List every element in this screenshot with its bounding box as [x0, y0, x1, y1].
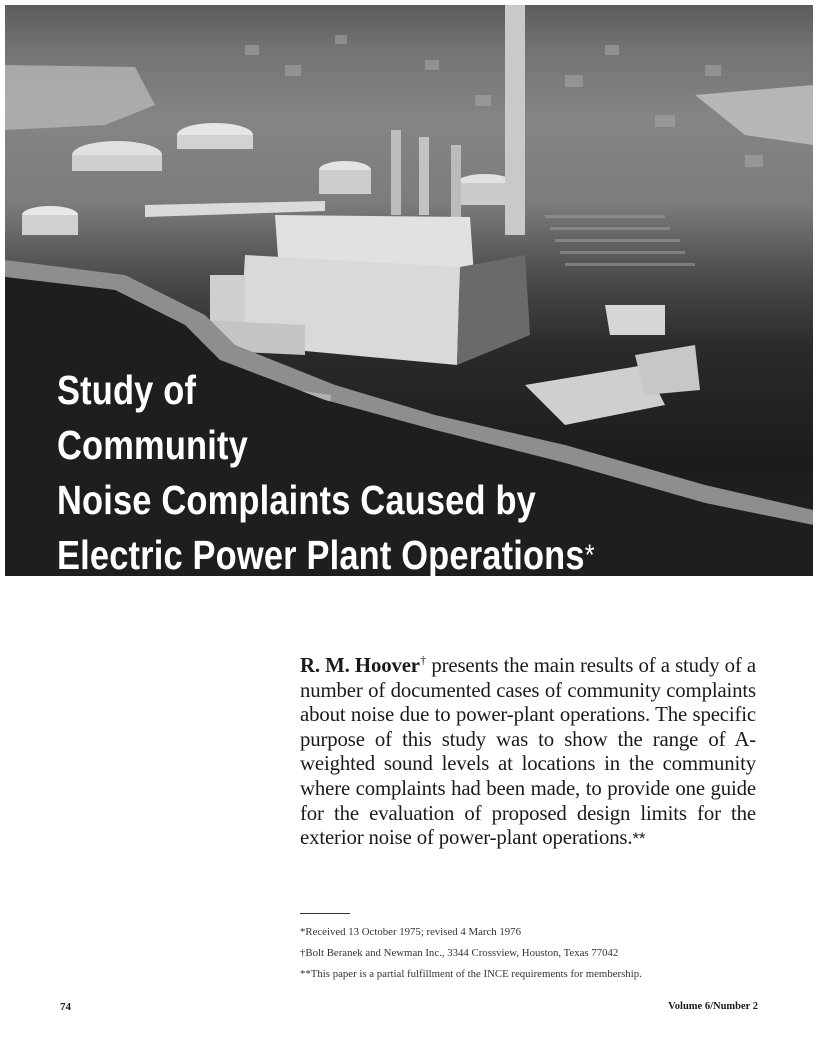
footnote-affiliation: †Bolt Beranek and Newman Inc., 3344 Crossview, Houston, Texas 77042	[300, 947, 619, 959]
abstract	[300, 654, 756, 852]
title-line-3: Noise Complaints Caused by	[57, 477, 536, 523]
article-title	[57, 363, 595, 576]
author-footnote-marker: †	[419, 653, 427, 668]
page-number: 74	[60, 1001, 71, 1013]
title-line-2: Community	[57, 422, 248, 468]
footnote-membership: **This paper is a partial fulfillment of the INCE requirements for membership.	[300, 968, 642, 980]
title-line-1: Study of	[57, 367, 197, 413]
abstract-footnote-marker: **	[632, 829, 646, 849]
footnotes	[300, 922, 760, 985]
title-line-4-text: Electric Power Plant Operations	[57, 532, 585, 576]
title-footnote-marker: *	[584, 539, 595, 572]
title-line-4	[57, 528, 595, 576]
footnote-received: *Received 13 October 1975; revised 4 March 1976	[300, 926, 521, 938]
volume-info: Volume 6/Number 2	[668, 1001, 758, 1012]
author-name: R. M. Hoover	[300, 654, 420, 677]
power-plant-photo	[5, 5, 813, 576]
abstract-text: presents the main results of a study of a number of documented cases of community complaints about noise due to power-plant operations. The specific purpose of this study was to show the range of A-weighted sound levels at locations in the community where complaints had been made, to provide one guide for the evaluation of proposed design limits for the exterior noise of power-plant operations.	[300, 654, 756, 850]
footnote-divider	[300, 913, 350, 914]
